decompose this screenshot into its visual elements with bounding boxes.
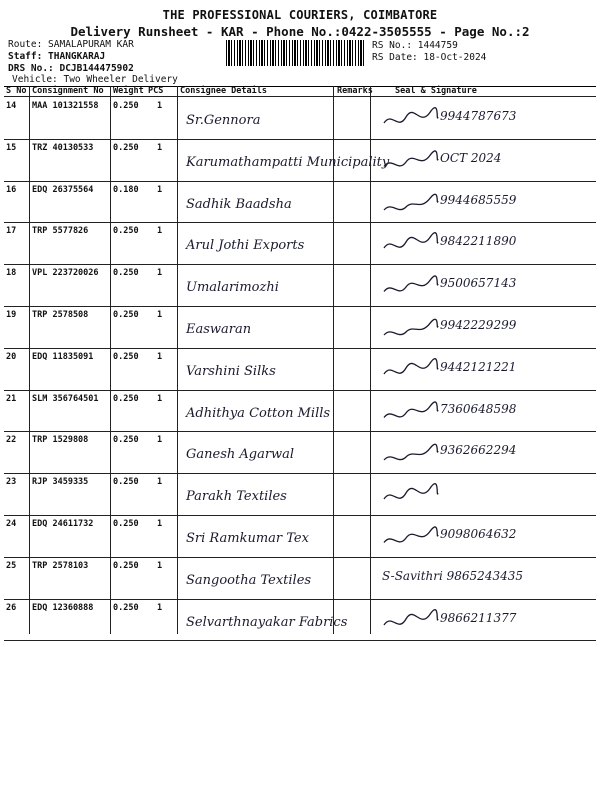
signature-scribble [380, 228, 440, 258]
row-pcs: 1 [157, 101, 163, 111]
row-pcs: 1 [157, 226, 163, 237]
col-pcs: PCS [148, 86, 164, 96]
row-consignment-no: EDQ 26375564 [32, 184, 94, 195]
row-consignee-handwritten: Sangootha Textiles [186, 572, 312, 588]
col-consignment: Consignment No [32, 86, 104, 96]
row-sno: 18 [6, 268, 17, 279]
row-sno: 21 [6, 393, 17, 404]
row-consignee-handwritten: Umalarimozhi [186, 280, 279, 296]
col-signature: Seal & Signature [395, 86, 477, 96]
row-sno: 24 [6, 519, 17, 529]
row-pcs: 1 [157, 602, 163, 613]
row-consignee-handwritten: Parakh Textiles [186, 489, 287, 505]
route-label: Route: SAMALAPURAM KAR [8, 39, 134, 50]
row-signature-phone: 9944787673 [440, 109, 517, 123]
row-signature-phone: 9866211377 [440, 610, 517, 625]
row-weight: 0.250 [113, 560, 139, 571]
row-sno: 14 [6, 101, 17, 111]
row-signature-phone: 7360648598 [440, 401, 517, 416]
row-pcs: 1 [157, 142, 163, 153]
rs-number: RS No.: 1444759 [372, 40, 458, 51]
col-consignee: Consignee Details [180, 86, 267, 96]
row-signature-phone: 9500657143 [440, 276, 517, 291]
row-consignment-no: VPL 223720026 [32, 268, 99, 279]
row-consignee-handwritten: Sr.Gennora [186, 113, 261, 128]
row-weight: 0.250 [113, 101, 139, 111]
rs-date: RS Date: 18-Oct-2024 [372, 52, 487, 63]
signature-scribble [380, 187, 440, 217]
row-signature-phone: 9842211890 [440, 234, 517, 249]
row-weight: 0.250 [113, 602, 139, 613]
row-signature-phone: 9442121221 [440, 359, 517, 374]
company-title: THE PROFESSIONAL COURIERS, COIMBATORE [162, 8, 438, 22]
row-pcs: 1 [157, 477, 163, 488]
row-weight: 0.250 [113, 477, 139, 488]
row-weight: 0.180 [113, 184, 139, 195]
row-consignee-handwritten: Selvarthnayakar Fabrics [186, 614, 348, 630]
row-consignment-no: RJP 3459335 [32, 477, 89, 488]
row-sno: 19 [6, 310, 17, 320]
row-signature-phone: OCT 2024 [440, 150, 502, 165]
row-signature-phone: S-Savithri 9865243435 [382, 568, 523, 583]
row-consignment-no: MAA 101321558 [32, 101, 99, 111]
row-pcs: 1 [157, 184, 163, 195]
staff-label: Staff: THANGKARAJ [8, 51, 106, 62]
row-pcs: 1 [157, 268, 163, 279]
col-remarks: Remarks [337, 86, 373, 96]
signature-scribble [380, 103, 440, 133]
row-sno: 26 [6, 602, 17, 613]
row-consignment-no: SLM 356764501 [32, 393, 99, 404]
row-consignee-handwritten: Varshini Silks [186, 363, 276, 379]
row-pcs: 1 [157, 435, 163, 446]
row-signature-phone: 9098064632 [440, 527, 517, 541]
vehicle-label: Vehicle: Two Wheeler Delivery [12, 74, 178, 85]
row-consignee-handwritten: Easwaran [186, 322, 252, 337]
row-consignment-no: TRZ 40130533 [32, 142, 94, 153]
row-pcs: 1 [157, 310, 163, 320]
row-consignee-handwritten: Ganesh Agarwal [186, 447, 295, 463]
row-signature-phone: 9942229299 [440, 318, 517, 332]
runsheet-title: Delivery Runsheet - KAR - Phone No.:0422-3505555 - Page No.:2 [70, 24, 530, 39]
row-sno: 22 [6, 435, 17, 446]
row-consignment-no: TRP 1529808 [32, 435, 89, 446]
row-signature-phone: 9362662294 [440, 443, 517, 458]
row-consignment-no: EDQ 12360888 [32, 602, 94, 613]
row-consignee-handwritten: Sri Ramkumar Tex [186, 531, 309, 546]
row-pcs: 1 [157, 393, 163, 404]
row-consignee-handwritten: Sadhik Baadsha [186, 196, 292, 212]
row-weight: 0.250 [113, 142, 139, 153]
signature-scribble [380, 437, 440, 467]
row-sno: 25 [6, 560, 17, 571]
row-weight: 0.250 [113, 268, 139, 279]
row-consignee-handwritten: Arul Jothi Exports [186, 238, 305, 254]
drs-label: DRS No.: DCJB144475902 [8, 63, 134, 74]
row-sno: 20 [6, 351, 17, 362]
row-consignee-handwritten: Karumathampatti Municipality [186, 154, 390, 170]
signature-scribble [380, 312, 440, 342]
signature-scribble [380, 270, 440, 300]
signature-scribble [380, 479, 440, 509]
row-weight: 0.250 [113, 519, 139, 529]
row-signature-phone: 9944685559 [440, 192, 517, 207]
row-sno: 17 [6, 226, 17, 237]
row-weight: 0.250 [113, 393, 139, 404]
row-consignment-no: TRP 5577826 [32, 226, 89, 237]
row-weight: 0.250 [113, 435, 139, 446]
row-pcs: 1 [157, 519, 163, 529]
row-pcs: 1 [157, 351, 163, 362]
row-sno: 15 [6, 142, 17, 153]
row-sno: 23 [6, 477, 17, 488]
row-weight: 0.250 [113, 310, 139, 320]
barcode [226, 40, 364, 66]
row-consignment-no: TRP 2578508 [32, 310, 89, 320]
row-consignment-no: EDQ 24611732 [32, 519, 94, 529]
signature-scribble [380, 605, 440, 635]
row-weight: 0.250 [113, 351, 139, 362]
row-consignee-handwritten: Adhithya Cotton Mills [186, 405, 331, 421]
col-sno: S No [6, 86, 27, 96]
signature-scribble [380, 145, 440, 175]
col-weight: Weight [113, 86, 144, 96]
table-row [4, 473, 596, 516]
signature-scribble [380, 354, 440, 384]
row-pcs: 1 [157, 560, 163, 571]
row-weight: 0.250 [113, 226, 139, 237]
signature-scribble [380, 521, 440, 551]
row-sno: 16 [6, 184, 17, 195]
row-consignment-no: EDQ 11835091 [32, 351, 94, 362]
row-consignment-no: TRP 2578103 [32, 560, 89, 571]
signature-scribble [380, 396, 440, 426]
